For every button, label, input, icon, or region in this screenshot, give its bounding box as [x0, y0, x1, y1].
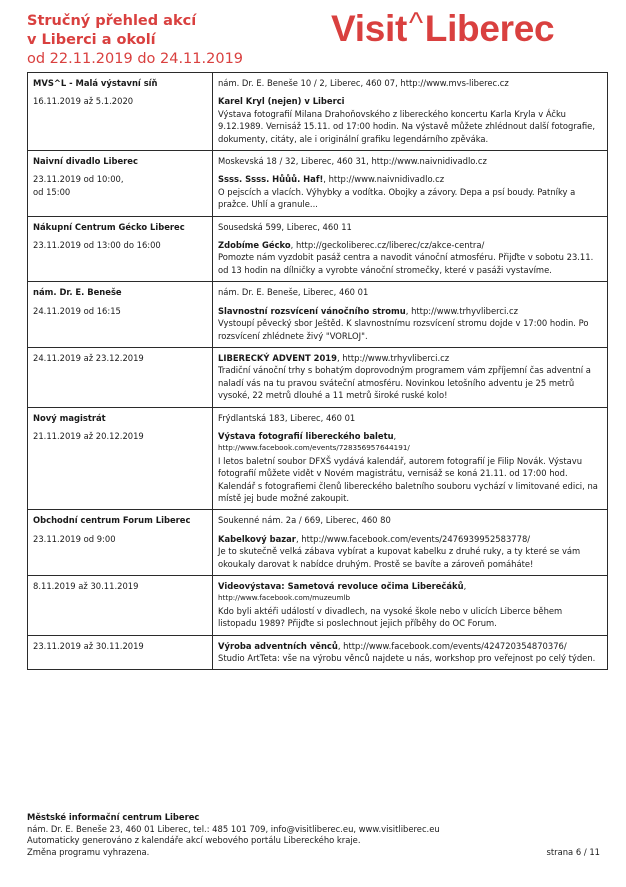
event-when: 16.11.2019 až 5.1.2020 — [33, 96, 134, 107]
page-footer — [27, 812, 600, 858]
event-address: Soukenné nám. 2a / 669, Liberec, 460 80 — [218, 515, 391, 526]
event-detail-cell — [213, 282, 608, 348]
footer-contact: nám. Dr. E. Beneše 23, 460 01 Liberec, tel.: 485 101 709, info@visitliberec.eu, www.visitliberec.eu — [27, 823, 440, 834]
event-title: Ssss. Ssss. Hůůů. Haf! — [218, 174, 324, 185]
event-link[interactable]: http://www.facebook.com/events/728356957644191/ — [218, 443, 410, 453]
event-when: 23.11.2019 od 10:00, od 15:00 — [33, 174, 124, 197]
footer-generated: Automaticky generováno z kalendáře akcí webového portálu Libereckého kraje. — [27, 835, 361, 846]
event-description: Výstava fotografií Milana Drahoňovského z libereckého koncertu Karla Kryla v Áčku 9.12.1989. Vernisáž 15.11. od 17:00 hodin. Na výstavě můžete zhlédnout další fotografie, dokumenty, citáty, ale i originální grafiku legendárního zpěváka. — [218, 108, 595, 144]
event-title-line — [218, 533, 602, 545]
event-title-line — [218, 305, 602, 317]
event-venue-cell — [28, 635, 213, 670]
event-venue: Nový magistrát — [33, 412, 106, 423]
event-link[interactable]: http://www.facebook.com/muzeumlb — [218, 593, 351, 603]
event-link[interactable]: , http://www.trhyvliberci.cz — [336, 352, 450, 363]
event-title-line — [218, 580, 602, 592]
event-title: Slavnostní rozsvícení vánočního stromu — [218, 305, 406, 316]
events-table — [27, 72, 608, 670]
logo-text-left: Visit — [331, 8, 407, 49]
event-venue-cell — [28, 576, 213, 636]
event-row — [28, 151, 608, 217]
logo-caret: ^ — [408, 7, 423, 40]
event-row — [28, 282, 608, 348]
event-detail-cell — [213, 347, 608, 407]
header-title-line1: Stručný přehled akcí — [27, 13, 197, 29]
event-address: Moskevská 18 / 32, Liberec, 460 31, http://www.naivnidivadlo.cz — [218, 156, 487, 167]
event-address: nám. Dr. E. Beneše 10 / 2, Liberec, 460 07, http://www.mvs-liberec.cz — [218, 78, 509, 88]
event-detail-cell — [213, 151, 608, 217]
event-title: Výstava fotografií libereckého baletu — [218, 430, 394, 441]
event-venue: Obchodní centrum Forum Liberec — [33, 515, 191, 526]
event-when: 23.11.2019 od 9:00 — [33, 533, 116, 544]
event-venue-cell — [28, 347, 213, 407]
event-description: Tradiční vánoční trhy s bohatým doprovodným programem vám zpříjemní čas adventní a naladí vás na tu pravou sváteční atmosféru. Novinkou letošního adventu je 25 metrů vysoké, 22 metrů dlouhé a 11 metrů široké ruské kolo! — [218, 365, 591, 401]
page-number: strana 6 / 11 — [546, 846, 600, 857]
footer-notice: Změna programu vyhrazena. — [27, 846, 150, 857]
event-address: nám. Dr. E. Beneše, Liberec, 460 01 — [218, 287, 369, 298]
event-venue: MVS^L - Malá výstavní síň — [33, 78, 158, 88]
event-row — [28, 73, 608, 151]
event-description: Kdo byli aktéři událostí v divadlech, na vysoké škole nebo v ulicích Liberce během listopadu 1989? Přijďte si poslechnout jejich příběhy do OC Forum. — [218, 605, 563, 629]
event-venue: Naivní divadlo Liberec — [33, 156, 138, 167]
document-header — [27, 12, 287, 69]
event-detail-cell — [213, 635, 608, 670]
event-title-line — [218, 352, 602, 364]
event-venue-cell — [28, 510, 213, 576]
event-description: O pejscích a vlacích. Výhybky a vodítka. Obojky a závory. Depa a psí boudy. Patníky a pražce. Uhlí a granule... — [218, 186, 576, 210]
event-title: Karel Kryl (nejen) v Liberci — [218, 96, 345, 107]
footer-org: Městské informační centrum Liberec — [27, 812, 200, 822]
event-title: Videovýstava: Sametová revoluce očima Liberečáků — [218, 581, 464, 591]
event-description: I letos baletní soubor DFXŠ vydává kalendář, autorem fotografií je Filip Novák. Výstavu fotografií můžete vidět v Novém magistrátu, vernisáž se koná 21.11. od 17:00 hod. Kalendář s fotografiemi členů libereckého baletního souboru vychází v limitované edici, na místě jej bude možné zakoupit. — [218, 455, 598, 503]
event-description: Je to skutečně velká zábava vybírat a kupovat kabelku z druhé ruky, a ty které se vám okoukaly darovat k nabídce druhým. Prostě se bavíte a zároveň pomáháte! — [218, 546, 581, 569]
event-when: 24.11.2019 až 23.12.2019 — [33, 352, 144, 363]
visit-liberec-logo — [331, 8, 606, 50]
event-row — [28, 510, 608, 576]
event-link[interactable]: , http://www.facebook.com/events/424720354870376/ — [337, 640, 567, 651]
event-address: Frýdlantská 183, Liberec, 460 01 — [218, 412, 356, 423]
event-title-line — [218, 640, 602, 652]
event-venue: Nákupní Centrum Gécko Liberec — [33, 221, 185, 232]
event-description: Vystoupí pěvecký sbor Ještěd. K slavnostnímu rozsvícení stromu dojde v 17:00 hodin. Po rozsvícení zhlédnete živý "VORLOJ". — [218, 318, 589, 341]
event-link[interactable]: , http://www.trhyvliberci.cz — [405, 305, 518, 316]
event-link[interactable]: , — [463, 581, 467, 591]
event-when: 8.11.2019 až 30.11.2019 — [33, 581, 139, 591]
event-detail-cell — [213, 216, 608, 282]
logo-text-right: Liberec — [424, 8, 555, 49]
event-title-line — [218, 173, 602, 185]
event-title: Kabelkový bazar — [218, 533, 296, 544]
event-when: 21.11.2019 až 20.12.2019 — [33, 430, 144, 441]
event-title: Zdobíme Gécko — [218, 240, 291, 251]
event-venue: nám. Dr. E. Beneše — [33, 287, 122, 298]
header-title-line2: v Liberci a okolí — [27, 32, 156, 48]
event-title: LIBERECKÝ ADVENT 2019 — [218, 352, 337, 363]
event-when: 24.11.2019 od 16:15 — [33, 305, 121, 316]
event-row — [28, 347, 608, 407]
event-detail-cell — [213, 510, 608, 576]
event-venue-cell — [28, 282, 213, 348]
event-venue-cell — [28, 151, 213, 217]
event-row — [28, 216, 608, 282]
event-when: 23.11.2019 až 30.11.2019 — [33, 640, 144, 651]
event-title: Výroba adventních věnců — [218, 640, 338, 651]
event-title-line — [218, 430, 602, 442]
event-venue-cell — [28, 407, 213, 510]
event-row — [28, 576, 608, 636]
event-venue-cell — [28, 216, 213, 282]
event-detail-cell — [213, 73, 608, 151]
event-detail-cell — [213, 407, 608, 510]
event-address: Sousedská 599, Liberec, 460 11 — [218, 221, 352, 232]
event-link[interactable]: , http://www.naivnidivadlo.cz — [323, 174, 445, 185]
event-title-line — [218, 95, 602, 107]
event-row — [28, 635, 608, 670]
event-link[interactable]: , — [393, 430, 397, 441]
event-row — [28, 407, 608, 510]
date-range: od 22.11.2019 do 24.11.2019 — [27, 51, 244, 67]
event-link[interactable]: , http://geckoliberec.cz/liberec/cz/akce-centra/ — [290, 240, 485, 251]
event-description: Studio ArtTeta: vše na výrobu věnců najdete u nás, workshop pro veřejnost po celý týden. — [218, 653, 596, 664]
event-title-line — [218, 239, 602, 251]
event-detail-cell — [213, 576, 608, 636]
event-link[interactable]: , http://www.facebook.com/events/2476939952583778/ — [295, 533, 531, 544]
event-when: 23.11.2019 od 13:00 do 16:00 — [33, 240, 161, 251]
event-venue-cell — [28, 73, 213, 151]
event-description: Pomozte nám vyzdobit pasáž centra a navodit vánoční atmosféru. Přijďte v sobotu 23.11. od 13 hodin na dílničky a vyrobte vánoční stromečky, které v pasáži vystavíme. — [218, 252, 594, 275]
